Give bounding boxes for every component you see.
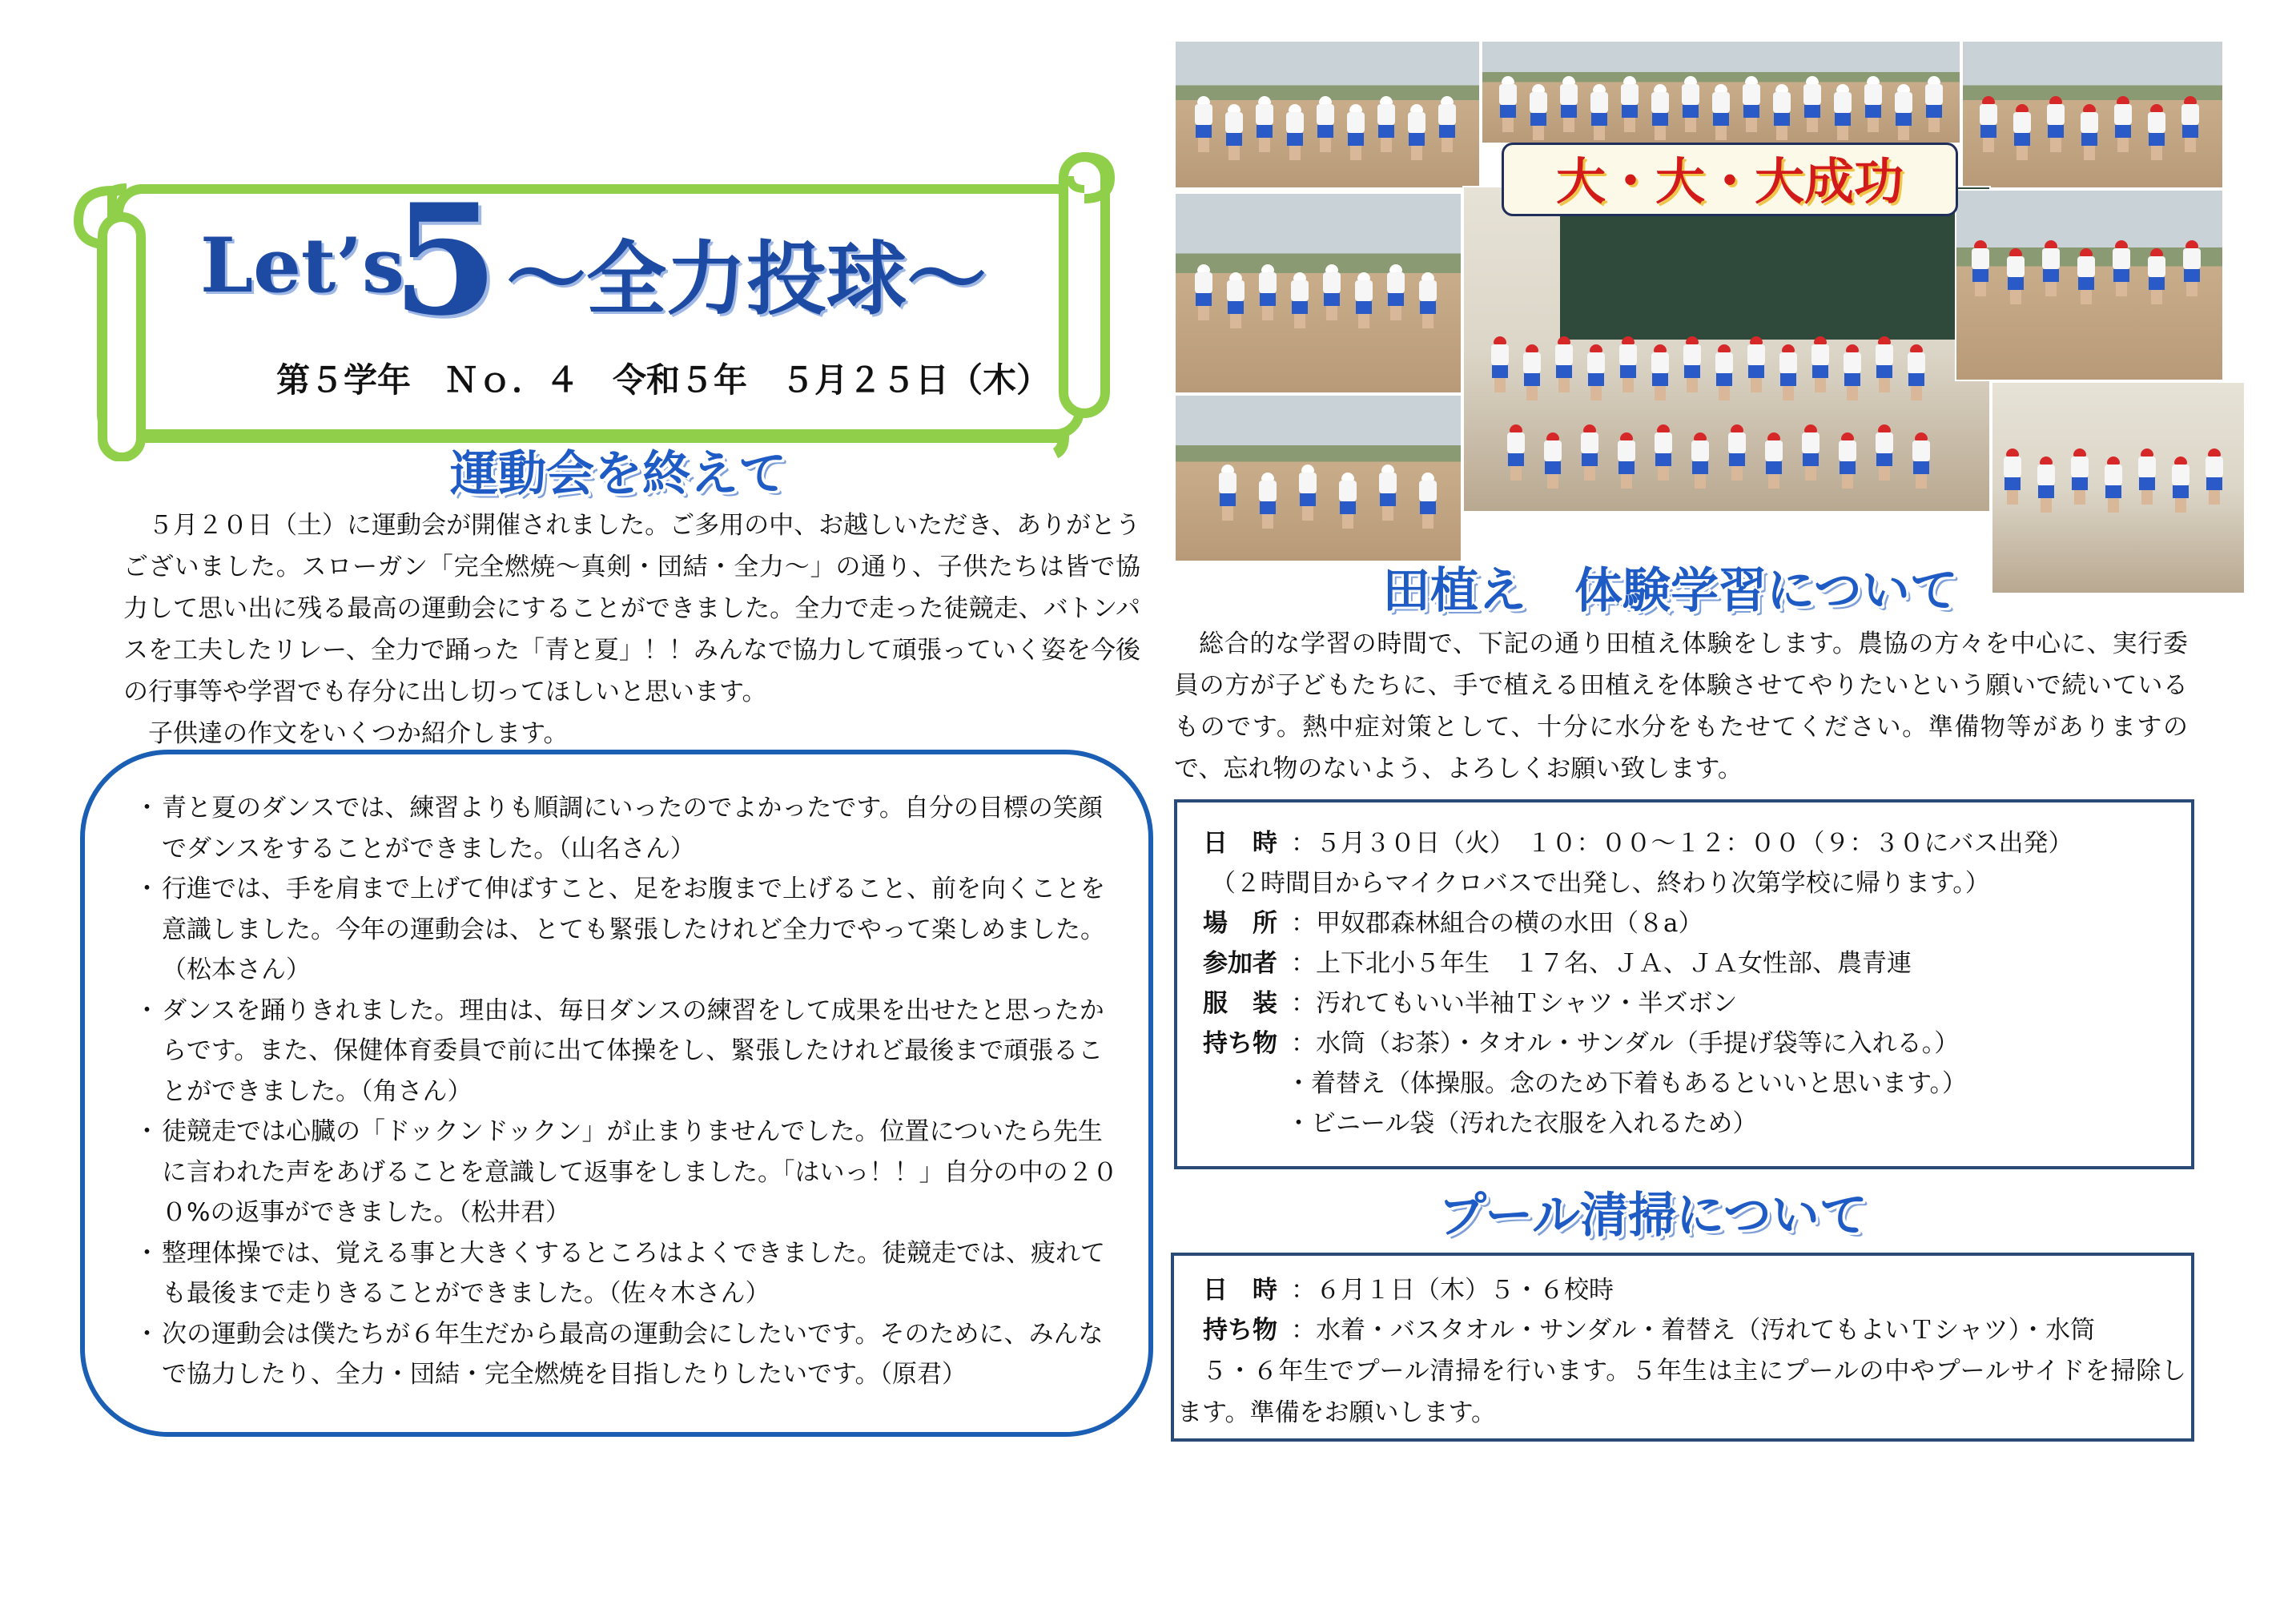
detail-value: 水着・バスタオル・サンダル・着替え（汚れてもよいＴシャツ）・水筒 — [1316, 1316, 2096, 1345]
photo-child-figure — [1337, 473, 1358, 529]
detail-key: 持ち物 — [1203, 1316, 1277, 1345]
detail-value: 汚れてもいい半袖Ｔシャツ・半ズボン — [1316, 989, 1738, 1018]
photo-child-figure — [1800, 424, 1821, 481]
photo-child-figure — [1589, 84, 1610, 140]
photo-child-figure — [1558, 76, 1579, 132]
detail-value: ６月１日（木）５・６校時 — [1316, 1276, 1614, 1305]
rice-planting-text — [1174, 623, 2188, 790]
photo-child-figure — [1506, 424, 1526, 481]
photo-child-figure — [1650, 84, 1671, 140]
photo-child-figure — [2045, 96, 2066, 152]
photo-child-figure — [2103, 457, 2124, 513]
photo-child-figure — [1842, 344, 1863, 400]
photo-child-figure — [1542, 432, 1563, 489]
photo-child-figure — [1498, 76, 1518, 132]
photo-child-figure — [1406, 104, 1427, 160]
issue-line: 第５学年 Ｎｏ．４ 令和５年 ５月２５日（木） — [276, 360, 1051, 400]
photo-child-figure — [1297, 465, 1318, 521]
photo-child-figure — [1417, 272, 1438, 328]
essay-item: ・ 行進では、手を肩まで上げて伸ばすこと、足をお腹まで上げること、前を向くことを意識しました。今年の運動会は、とても緊張したけれど全力でやって楽しめました。（松本さん） — [135, 869, 1120, 991]
essay-item: ・ 次の運動会は僕たちが６年生だから最高の運動会にしたいです。そのために、みんなで協力したり、全力・団結・完全燃焼を目指したりしたいです。（原君） — [135, 1314, 1120, 1395]
newsletter-title-number: 5 — [392, 171, 499, 349]
essay-item: ・ 徒競走では心臓の「ドックンドックン」が止まりませんでした。位置についたら先生に言われた声をあげることを意識して返事をしました。「はいっ！！」自分の中の２００%の返事ができました。（松井君） — [135, 1112, 1120, 1233]
photo-child-figure — [1690, 432, 1711, 489]
rice-planting-paragraph: 総合的な学習の時間で、下記の通り田植え体験をします。農協の方々を中心に、実行委員の方が子どもたちに、手で植える田植えを体験させてやりたいという願いで続いているものです。熱中症対策として、十分に水分をもたせてください。準備物等がありますので、忘れ物のないよう、よろしくお願い致します。 — [1174, 629, 2188, 783]
photo-child-figure — [1321, 264, 1342, 320]
photo-child-figure — [1257, 264, 1278, 320]
detail-value: 水筒（お茶）・タオル・サンダル（手提げ袋等に入れる。） — [1316, 1029, 1960, 1058]
photo-child-figure — [1618, 336, 1639, 392]
detail-row: 服 装 ：汚れてもいい半袖Ｔシャツ・半ズボン — [1203, 983, 2073, 1024]
photo-child-figure — [1650, 344, 1671, 400]
photo-child-figure — [1522, 344, 1542, 400]
photo-child-figure — [1778, 344, 1799, 400]
detail-row: 持ち物 ：水筒（お茶）・タオル・サンダル（手提げ袋等に入れる。） — [1203, 1024, 2073, 1064]
photo-child-figure — [2041, 240, 2061, 296]
newsletter-title-suffix: ～全力投球～ — [506, 231, 987, 326]
essay-item: ・ 青と夏のダンスでは、練習よりも順調にいったのでよかったです。自分の目標の笑顔でダンスをすることができました。（山名さん） — [135, 788, 1120, 869]
photo-child-figure — [1874, 424, 1895, 481]
photo-child-figure — [2069, 448, 2090, 505]
photo-child-figure — [1437, 96, 1458, 152]
photo-child-figure — [1289, 272, 1310, 328]
photo-child-figure — [1832, 84, 1853, 140]
sports-day-paragraph: ５月２０日（土）に運動会が開催されました。ご多用の中、お越しいただき、ありがとうございました。スローガン「完全燃焼～真剣・団結・全力～」の通り、子供たちは皆で協力して思い出に残る最高の運動会にすることができました。全力で走った徒競走、バトンパスを工夫したリレー、全力で踊った「青と夏」！！みんなで協力して頑張っていく姿を今後の行事等や学習でも存分に出し切ってほしいと思います。 — [123, 511, 1140, 706]
photo-child-figure — [1763, 432, 1784, 489]
photo-child-figure — [1863, 76, 1884, 132]
detail-row — [1203, 863, 2073, 903]
photo-child-figure — [2111, 240, 2132, 296]
photo-child-figure — [1353, 272, 1374, 328]
photo-child-figure — [1193, 96, 1214, 152]
photo-child-figure — [2146, 104, 2167, 160]
detail-value: ５月３０日（火） １０：００～１２：００（９：３０にバス出発） — [1316, 829, 2073, 858]
photo-child-figure — [2005, 248, 2026, 304]
detail-value: ・着替え（体操服。念のため下着もあるといいと思います。） — [1286, 1069, 1968, 1098]
photo-child-figure — [1911, 432, 1932, 489]
detail-key: 日 時 — [1203, 1276, 1277, 1305]
pool-cleaning-heading: プール清掃について — [1438, 1188, 1868, 1244]
photo-child-figure — [1893, 84, 1914, 140]
photo-child-figure — [2036, 457, 2057, 513]
photo-child-figure — [1528, 84, 1549, 140]
detail-key: 日 時 — [1203, 829, 1277, 858]
photo-child-figure — [2113, 96, 2133, 152]
photo-banner: 大・大・大成功 — [1502, 143, 1958, 216]
detail-row: 日 時 ：５月３０日（火） １０：００～１２：００（９：３０にバス出発） — [1203, 823, 2073, 863]
photo-child-figure — [1771, 84, 1792, 140]
essay-item: ・ ダンスを踊りきれました。理由は、毎日ダンスの練習をして成果を出せたと思ったからです。また、保健体育委員で前に出て体操をし、緊張したけれど最後まで頑張ることができました。（角さん） — [135, 991, 1120, 1112]
sports-day-heading: 運動会を終えて — [450, 446, 786, 502]
detail-row — [1203, 1064, 2073, 1104]
detail-row — [1203, 1104, 2073, 1144]
detail-value: 上下北小５年生 １７名、ＪＡ、ＪＡ女性部、農青連 — [1316, 949, 1912, 978]
photo-child-figure — [1746, 336, 1767, 392]
photo-child-figure — [1727, 424, 1747, 481]
essay-list — [135, 788, 1120, 1395]
newsletter-title-prefix: Let’s — [200, 222, 404, 310]
photo-child-figure — [1225, 272, 1246, 328]
photo-child-figure — [1315, 96, 1336, 152]
photo-child-figure — [1616, 432, 1637, 489]
photo-child-figure — [1653, 424, 1674, 481]
photo-child-figure — [2204, 448, 2225, 505]
photo-child-figure — [1257, 473, 1278, 529]
photo-child-figure — [2170, 457, 2191, 513]
photo-child-figure — [1554, 336, 1574, 392]
rice-planting-heading: 田植え 体験学習について — [1382, 563, 1958, 619]
detail-value: ・ビニール袋（汚れた衣服を入れるため） — [1286, 1109, 1758, 1138]
detail-key: 参加者 — [1203, 949, 1277, 978]
detail-key: 場 所 — [1203, 909, 1277, 938]
photo-child-figure — [2002, 448, 2023, 505]
photo-child-figure — [1970, 240, 1991, 296]
photo-child-figure — [2146, 248, 2167, 304]
photo-child-figure — [1193, 264, 1214, 320]
photo-child-figure — [1711, 84, 1731, 140]
photo-child-figure — [2076, 248, 2097, 304]
photo-child-figure — [1345, 104, 1366, 160]
sports-day-intro-essays: 子供達の作文をいくつか紹介します。 — [148, 719, 569, 748]
sports-day-text — [123, 505, 1140, 754]
pool-cleaning-details — [1203, 1270, 2095, 1350]
detail-row: 場 所 ：甲奴郡森林組合の横の水田（８a） — [1203, 903, 2073, 943]
rice-planting-details — [1203, 823, 2073, 1144]
photo-child-figure — [2137, 448, 2157, 505]
photo-child-figure — [1714, 344, 1735, 400]
detail-row: 参加者 ：上下北小５年生 １７名、ＪＡ、ＪＡ女性部、農青連 — [1203, 943, 2073, 983]
photo-child-figure — [1810, 336, 1831, 392]
photo-child-figure — [1619, 76, 1640, 132]
detail-value: （２時間目からマイクロバスで出発し、終わり次第学校に帰ります。） — [1211, 869, 1990, 898]
pool-cleaning-paragraph: ５・６年生でプール清掃を行います。５年生は主にプールの中やプールサイドを掃除します。準備をお願いします。 — [1177, 1357, 2186, 1427]
photo-child-figure — [2180, 96, 2201, 152]
photo-child-figure — [1385, 264, 1406, 320]
photo-child-figure — [1837, 432, 1858, 489]
photo-child-figure — [1924, 76, 1944, 132]
detail-row: 日 時 ：６月１日（木）５・６校時 — [1203, 1270, 2095, 1310]
photo-child-figure — [1376, 96, 1397, 152]
essay-item: ・ 整理体操では、覚える事と大きくするところはよくできました。徒競走では、疲れても最後まで走りきることができました。（佐々木さん） — [135, 1233, 1120, 1314]
photo-child-figure — [1682, 336, 1703, 392]
photo-child-figure — [1680, 76, 1701, 132]
photo-child-figure — [2012, 104, 2033, 160]
photo-child-figure — [1224, 104, 1245, 160]
detail-key: 持ち物 — [1203, 1029, 1277, 1058]
photo-child-figure — [1802, 76, 1823, 132]
pool-cleaning-text — [1177, 1350, 2186, 1434]
photo-child-figure — [1741, 76, 1762, 132]
photo-child-figure — [2181, 240, 2202, 296]
photo-child-figure — [1978, 96, 1999, 152]
detail-key: 服 装 — [1203, 989, 1277, 1018]
photo-child-figure — [1285, 104, 1305, 160]
photo-child-figure — [1217, 465, 1238, 521]
detail-row: 持ち物 ：水着・バスタオル・サンダル・着替え（汚れてもよいＴシャツ）・水筒 — [1203, 1310, 2095, 1350]
photo-child-figure — [1874, 336, 1895, 392]
photo-child-figure — [1579, 424, 1600, 481]
detail-value: 甲奴郡森林組合の横の水田（８a） — [1316, 909, 1703, 938]
photo-child-figure — [1417, 473, 1438, 529]
photo-child-figure — [1906, 344, 1927, 400]
photo-child-figure — [1377, 465, 1398, 521]
photo-child-figure — [1586, 344, 1606, 400]
photo-child-figure — [1254, 96, 1275, 152]
photo-child-figure — [1490, 336, 1510, 392]
photo-child-figure — [2079, 104, 2100, 160]
